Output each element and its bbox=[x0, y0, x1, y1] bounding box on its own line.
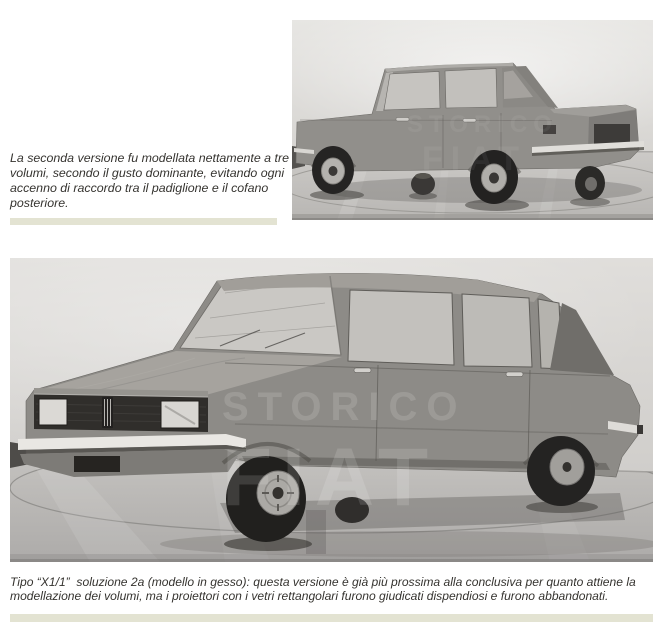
intro-caption-line: volumi, secondo il gusto dominante, evitando ogni bbox=[10, 166, 285, 180]
watermark-text: STORICO bbox=[407, 111, 558, 138]
photo-front-three-quarter bbox=[10, 258, 653, 562]
archive-watermark bbox=[222, 385, 467, 523]
bottom-caption bbox=[10, 576, 658, 604]
bottom-caption-line: modellazione dei volumi, ma i proiettori con i vetri rettangolari furono giudicati dispendiosi e furono abbandonati. bbox=[10, 588, 609, 603]
photo-front-illustration bbox=[10, 258, 653, 562]
bottom-caption-line: Tipo “X1/1” soluzione 2a (modello in gesso): questa versione è già più prossima alla conclusiva per quanto attiene la bbox=[10, 575, 636, 589]
photo-rear-three-quarter bbox=[292, 20, 653, 220]
headlight-left bbox=[39, 399, 67, 425]
intro-caption bbox=[10, 151, 300, 211]
watermark-text: FIAT bbox=[422, 140, 528, 178]
watermark-text: STORICO bbox=[222, 385, 467, 429]
divider-bar-large bbox=[10, 614, 653, 622]
intro-caption-line: accenno di raccordo tra il padiglione e il cofano bbox=[10, 181, 269, 195]
photo-rear-illustration bbox=[292, 20, 653, 220]
watermark-text: FIAT bbox=[222, 432, 439, 523]
license-plate bbox=[74, 456, 120, 472]
intro-caption-line: posteriore. bbox=[10, 196, 69, 210]
intro-caption-line: La seconda versione fu modellata nettamente a tre bbox=[10, 151, 289, 165]
divider-bar-small bbox=[10, 218, 277, 225]
